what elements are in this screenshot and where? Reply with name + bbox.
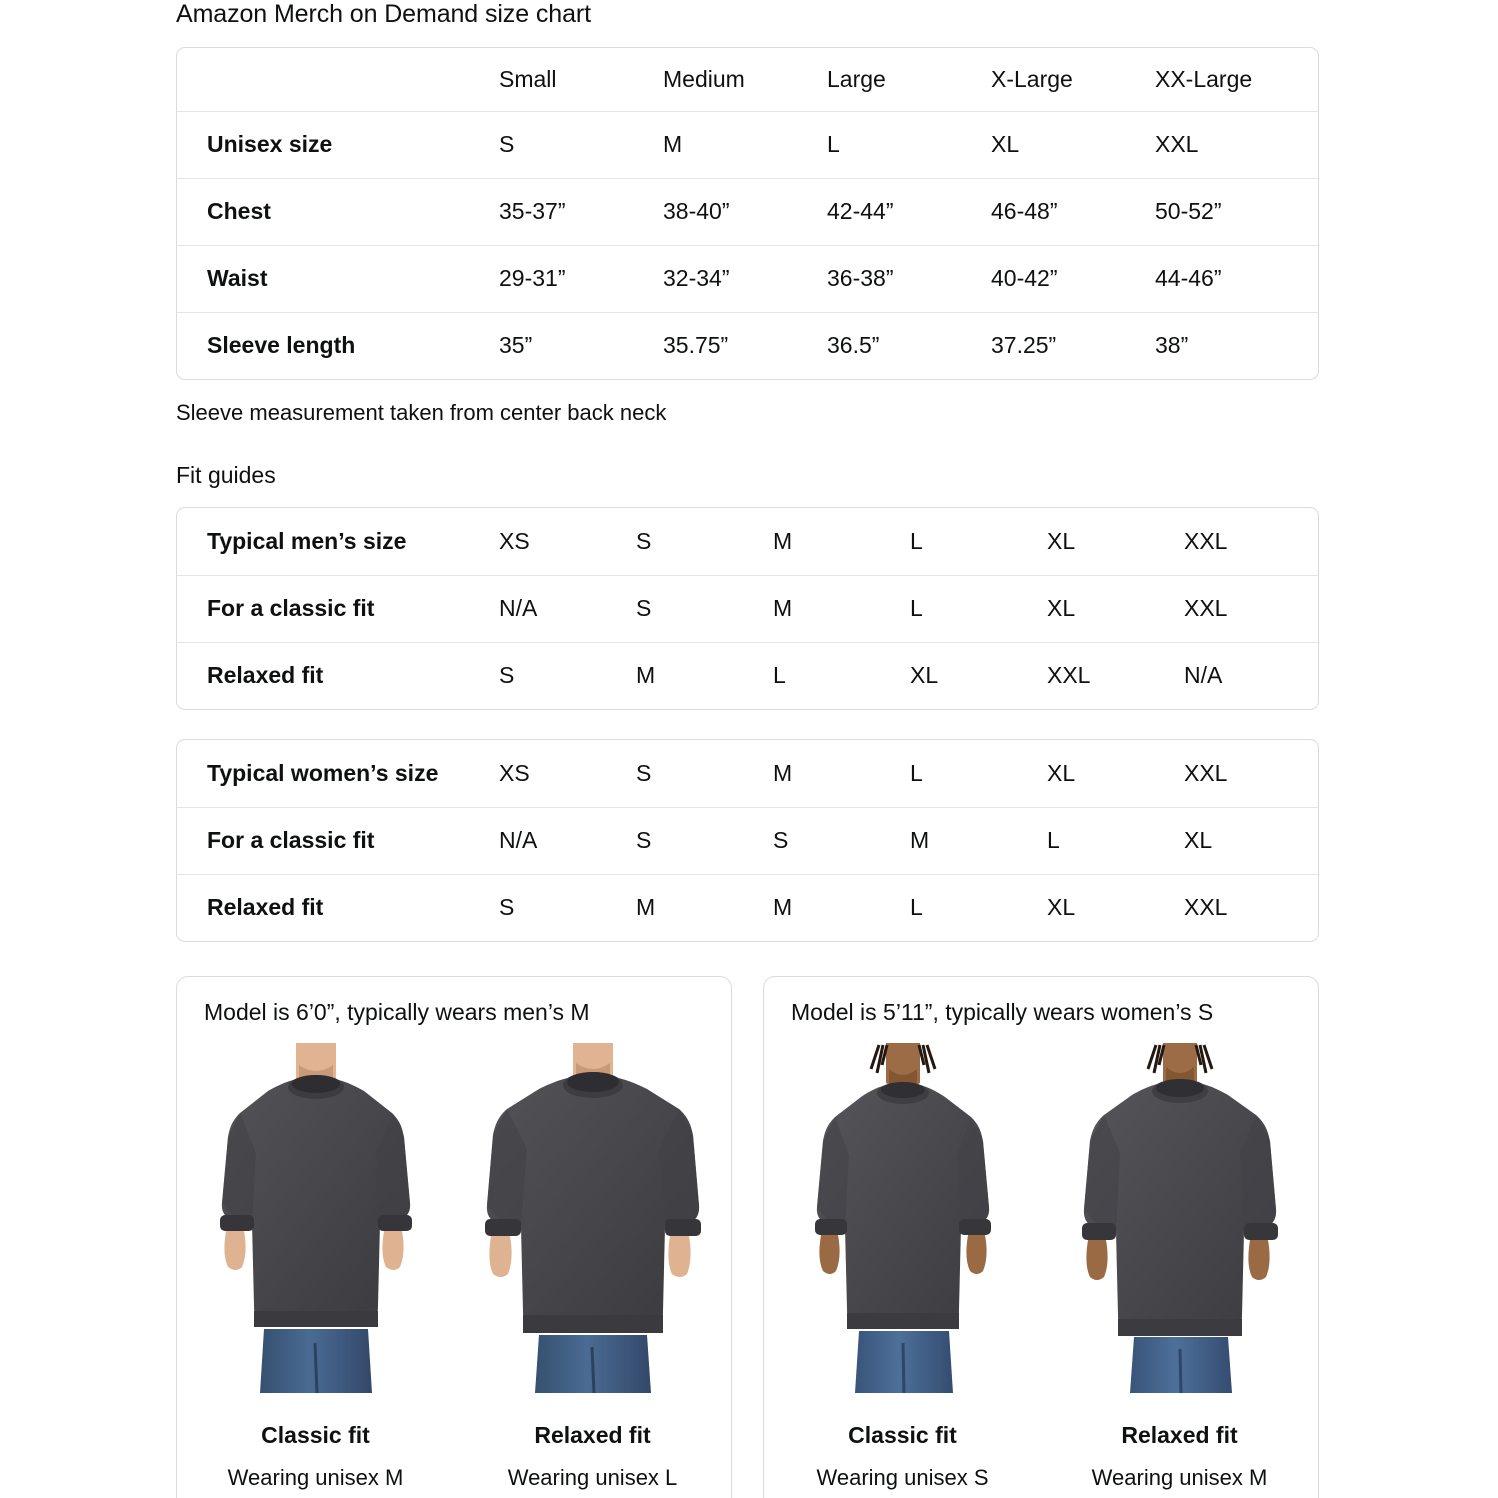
mens-classic-fit-label: Classic fit: [261, 1422, 370, 1448]
cell-womens-classic-1: N/A: [499, 807, 636, 874]
row-label-unisex-size: Unisex size: [177, 111, 499, 178]
table-row: [177, 874, 1319, 941]
cell-womens-typical-6: XXL: [1184, 759, 1228, 786]
header-xx-large: XX-Large: [1155, 65, 1253, 92]
mens-classic-fit-wearing: Wearing unisex M: [227, 1465, 404, 1490]
mens-model-card-title: Model is 6’0”, typically wears men’s M: [204, 999, 590, 1025]
cell-mens-relaxed-3: L: [773, 642, 910, 709]
womens-classic-fit-wearing: Wearing unisex S: [816, 1465, 989, 1490]
cell-unisex-medium: M: [663, 111, 827, 178]
cell-chest-large: 42-44”: [827, 178, 991, 245]
row-label-typical-mens-size: Typical men’s size: [207, 527, 407, 554]
header-x-large: X-Large: [991, 65, 1073, 92]
cell-mens-typical-4: L: [910, 527, 923, 554]
mens-classic-fit-column: [177, 1039, 454, 1498]
cell-womens-relaxed-1: S: [499, 874, 636, 941]
cell-waist-medium: 32-34”: [663, 245, 827, 312]
cell-mens-classic-4: L: [910, 575, 1047, 642]
womens-model-card-title: Model is 5’11”, typically wears women’s S: [791, 999, 1214, 1025]
cell-unisex-small: S: [499, 111, 663, 178]
cell-womens-classic-2: S: [636, 807, 773, 874]
cell-unisex-large: L: [827, 111, 991, 178]
table-row: [177, 575, 1319, 642]
cell-womens-relaxed-6: XXL: [1184, 874, 1319, 941]
male-model-classic-fit-photo: [196, 1043, 436, 1393]
table-row: [177, 245, 1319, 312]
table-row: [177, 642, 1319, 709]
cell-womens-typical-1: XS: [499, 759, 530, 786]
cell-waist-small: 29-31”: [499, 245, 663, 312]
female-model-classic-fit-photo: [783, 1043, 1023, 1393]
womens-classic-fit-column: [764, 1039, 1041, 1498]
womens-model-card: [763, 976, 1319, 1498]
sleeve-measurement-note: Sleeve measurement taken from center back neck: [176, 400, 667, 425]
cell-waist-large: 36-38”: [827, 245, 991, 312]
cell-sleeve-medium: 35.75”: [663, 312, 827, 379]
cell-mens-typical-2: S: [636, 527, 652, 554]
table-row: [177, 111, 1319, 178]
cell-womens-classic-4: M: [910, 807, 1047, 874]
cell-mens-typical-6: XXL: [1184, 527, 1228, 554]
mens-relaxed-fit-wearing: Wearing unisex L: [507, 1465, 678, 1490]
table-header-row: [177, 48, 1319, 111]
row-label-womens-relaxed-fit: Relaxed fit: [177, 874, 499, 941]
cell-womens-relaxed-4: L: [910, 874, 1047, 941]
cell-womens-relaxed-2: M: [636, 874, 773, 941]
cell-womens-typical-4: L: [910, 759, 923, 786]
size-chart-table: [176, 47, 1319, 380]
womens-relaxed-fit-column: [1041, 1039, 1318, 1498]
cell-womens-typical-3: M: [773, 759, 793, 786]
cell-womens-classic-3: S: [773, 807, 910, 874]
cell-womens-typical-5: XL: [1047, 759, 1076, 786]
cell-mens-classic-6: XXL: [1184, 575, 1319, 642]
cell-womens-relaxed-5: XL: [1047, 874, 1184, 941]
womens-fit-guide-table: [176, 739, 1319, 942]
cell-mens-relaxed-6: N/A: [1184, 642, 1319, 709]
row-label-womens-classic-fit: For a classic fit: [177, 807, 499, 874]
cell-womens-relaxed-3: M: [773, 874, 910, 941]
cell-mens-relaxed-1: S: [499, 642, 636, 709]
row-label-mens-relaxed-fit: Relaxed fit: [177, 642, 499, 709]
womens-relaxed-fit-label: Relaxed fit: [1121, 1422, 1238, 1448]
cell-mens-classic-5: XL: [1047, 575, 1184, 642]
cell-sleeve-large: 36.5”: [827, 312, 991, 379]
cell-mens-relaxed-4: XL: [910, 642, 1047, 709]
cell-womens-typical-2: S: [636, 759, 652, 786]
table-row: [177, 508, 1319, 575]
womens-classic-fit-label: Classic fit: [848, 1422, 957, 1448]
cell-mens-classic-2: S: [636, 575, 773, 642]
row-label-waist: Waist: [177, 245, 499, 312]
fit-guides-heading: Fit guides: [176, 462, 276, 488]
female-model-relaxed-fit-photo: [1060, 1043, 1300, 1393]
cell-unisex-xlarge: XL: [991, 111, 1155, 178]
cell-unisex-xxlarge: XXL: [1155, 111, 1319, 178]
cell-mens-classic-1: N/A: [499, 575, 636, 642]
mens-fit-grid: [177, 508, 1319, 709]
row-label-sleeve-length: Sleeve length: [177, 312, 499, 379]
cell-sleeve-xlarge: 37.25”: [991, 312, 1155, 379]
table-row: [177, 178, 1319, 245]
womens-model-pair: [764, 1039, 1318, 1498]
cell-waist-xlarge: 40-42”: [991, 245, 1155, 312]
cell-mens-classic-3: M: [773, 575, 910, 642]
header-small: Small: [499, 65, 557, 92]
womens-fit-grid: [177, 740, 1319, 941]
row-label-typical-womens-size: Typical women’s size: [207, 759, 439, 786]
table-row: [177, 740, 1319, 807]
mens-model-pair: [177, 1039, 731, 1498]
header-medium: Medium: [663, 65, 745, 92]
cell-waist-xxlarge: 44-46”: [1155, 245, 1319, 312]
header-blank: [177, 48, 499, 111]
table-row: [177, 807, 1319, 874]
cell-chest-xlarge: 46-48”: [991, 178, 1155, 245]
cell-mens-typical-1: XS: [499, 527, 530, 554]
row-label-chest: Chest: [177, 178, 499, 245]
mens-fit-guide-table: [176, 507, 1319, 710]
cell-sleeve-xxlarge: 38”: [1155, 312, 1319, 379]
cell-chest-xxlarge: 50-52”: [1155, 178, 1319, 245]
header-large: Large: [827, 65, 886, 92]
page-title: Amazon Merch on Demand size chart: [176, 0, 591, 28]
mens-model-card: [176, 976, 732, 1498]
row-label-mens-classic-fit: For a classic fit: [177, 575, 499, 642]
cell-chest-medium: 38-40”: [663, 178, 827, 245]
cell-womens-classic-6: XL: [1184, 807, 1319, 874]
cell-mens-typical-5: XL: [1047, 527, 1076, 554]
womens-relaxed-fit-wearing: Wearing unisex M: [1091, 1465, 1268, 1490]
size-chart-grid: [177, 48, 1319, 379]
cell-chest-small: 35-37”: [499, 178, 663, 245]
cell-womens-classic-5: L: [1047, 807, 1184, 874]
mens-relaxed-fit-label: Relaxed fit: [534, 1422, 651, 1448]
male-model-relaxed-fit-photo: [473, 1043, 713, 1393]
cell-sleeve-small: 35”: [499, 312, 663, 379]
cell-mens-relaxed-5: XXL: [1047, 642, 1184, 709]
cell-mens-typical-3: M: [773, 527, 793, 554]
cell-mens-relaxed-2: M: [636, 642, 773, 709]
mens-relaxed-fit-column: [454, 1039, 731, 1498]
table-row: [177, 312, 1319, 379]
